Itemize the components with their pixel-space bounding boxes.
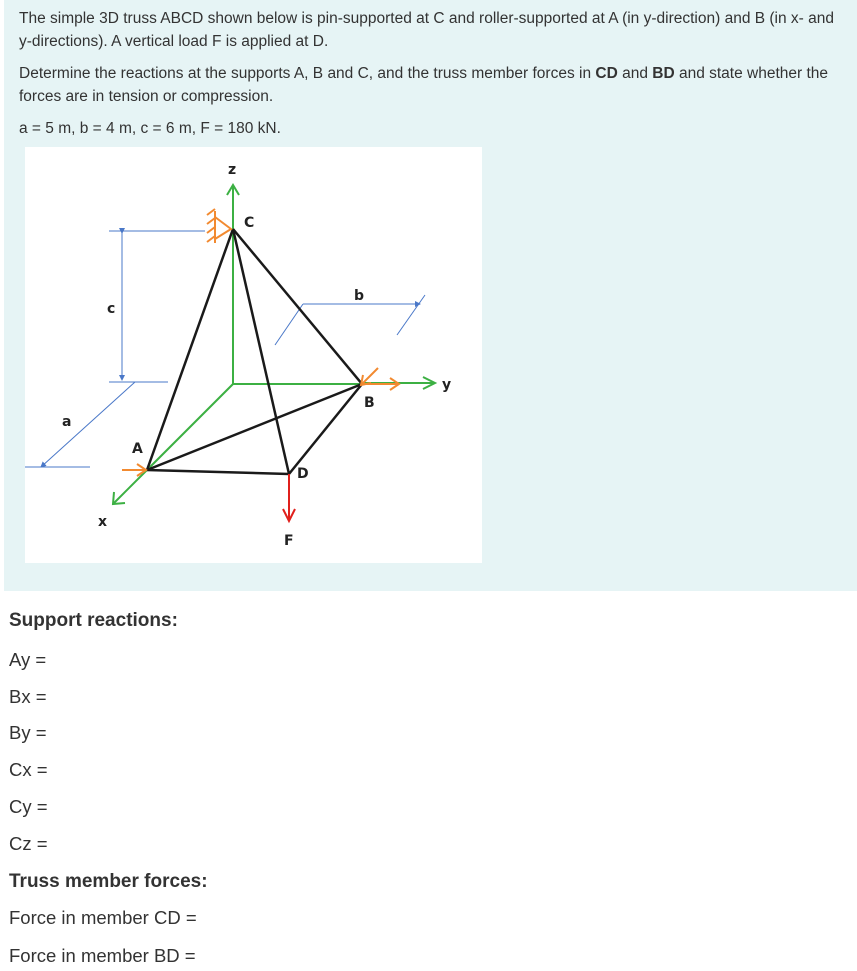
reaction-ay[interactable]: Ay = xyxy=(9,649,47,670)
axes xyxy=(113,185,435,504)
reaction-cy[interactable]: Cy = xyxy=(9,796,48,817)
figure-labels xyxy=(62,162,451,549)
load-arrow xyxy=(283,474,295,521)
problem-statement: The simple 3D truss ABCD shown below is pin-supported at C and roller-supported at A (in y-direction) and B (in x- and y-directions). A vertical load F is applied at D. xyxy=(19,10,834,50)
member-cd-emphasis: CD xyxy=(595,65,618,82)
label-y: y xyxy=(442,377,452,393)
reaction-cx[interactable]: Cx = xyxy=(9,759,48,780)
label-node-b: B xyxy=(364,395,375,411)
force-member-cd[interactable]: Force in member CD = xyxy=(9,907,197,928)
truss-diagram xyxy=(25,147,482,563)
label-node-a: A xyxy=(132,441,143,457)
given-values: a = 5 m, b = 4 m, c = 6 m, F = 180 kN. xyxy=(19,120,281,137)
label-node-d: D xyxy=(297,466,309,482)
truss-figure xyxy=(25,147,482,563)
supports xyxy=(122,209,399,476)
reaction-by[interactable]: By = xyxy=(9,722,47,743)
label-dim-a: a xyxy=(62,414,72,430)
label-load-f: F xyxy=(284,533,294,549)
reaction-bx[interactable]: Bx = xyxy=(9,686,47,707)
problem-task xyxy=(19,62,849,108)
task-text-end: and state whether the forces are in tension or compression. xyxy=(19,65,829,105)
support-reactions-heading: Support reactions: xyxy=(9,610,178,631)
member-bd-emphasis: BD xyxy=(652,65,675,82)
dimension-lines xyxy=(25,231,425,467)
task-text-and: and xyxy=(617,65,653,82)
task-text-start: Determine the reactions at the supports A, B and C, and the truss member forces in xyxy=(19,65,596,82)
reaction-cz[interactable]: Cz = xyxy=(9,833,48,854)
member-forces-heading: Truss member forces: xyxy=(9,871,208,892)
label-dim-b: b xyxy=(354,288,365,304)
label-z: z xyxy=(228,162,237,178)
label-x: x xyxy=(98,514,108,530)
label-dim-c: c xyxy=(107,301,116,317)
force-member-bd[interactable]: Force in member BD = xyxy=(9,945,196,966)
label-node-c: C xyxy=(244,215,255,231)
